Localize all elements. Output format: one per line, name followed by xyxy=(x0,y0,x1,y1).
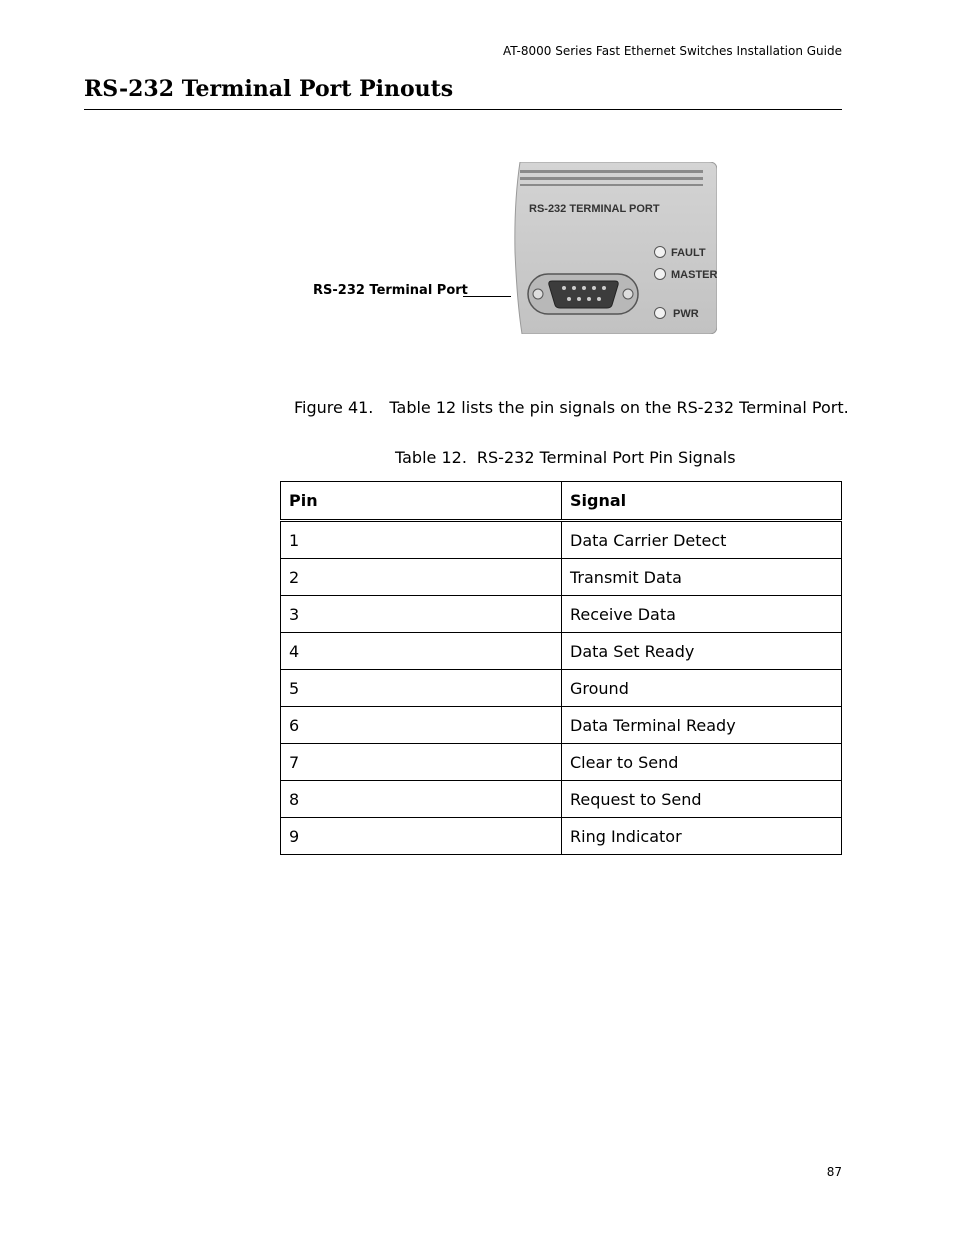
led-label-master: MASTER xyxy=(671,269,717,281)
pin-cell: 5 xyxy=(281,670,562,707)
table-caption-number: Table 12. xyxy=(395,448,467,467)
figure-caption-number: Figure 41. xyxy=(294,398,374,417)
panel-stripe xyxy=(520,177,703,180)
pin-cell: 2 xyxy=(281,559,562,596)
figure-caption xyxy=(294,398,849,417)
pin-cell: 4 xyxy=(281,633,562,670)
section-title: RS-232 Terminal Port Pinouts xyxy=(84,76,454,102)
table-caption xyxy=(395,448,736,467)
title-rule xyxy=(84,109,842,110)
page-number: 87 xyxy=(826,1165,842,1179)
running-header: AT-8000 Series Fast Ethernet Switches Installation Guide xyxy=(503,44,842,58)
signal-cell: Request to Send xyxy=(562,781,842,818)
pin-cell: 3 xyxy=(281,596,562,633)
figure-caption-text: Table 12 lists the pin signals on the RS-232 Terminal Port. xyxy=(389,398,849,417)
db9-connector-icon xyxy=(528,274,638,314)
signal-cell: Ring Indicator xyxy=(562,818,842,855)
signal-cell: Data Set Ready xyxy=(562,633,842,670)
table-row xyxy=(281,781,842,818)
panel-stripe xyxy=(520,170,703,173)
table-row xyxy=(281,744,842,781)
table-row xyxy=(281,521,842,559)
header-signal: Signal xyxy=(562,482,842,521)
panel-port-label: RS-232 TERMINAL PORT xyxy=(529,203,660,215)
pwr-led-icon xyxy=(655,308,666,319)
table-caption-text: RS-232 Terminal Port Pin Signals xyxy=(476,448,736,467)
pin-cell: 8 xyxy=(281,781,562,818)
table-row xyxy=(281,633,842,670)
header-pin: Pin xyxy=(281,482,562,521)
callout-label: RS-232 Terminal Port xyxy=(313,283,468,298)
table-row xyxy=(281,707,842,744)
pin-cell: 9 xyxy=(281,818,562,855)
table-row xyxy=(281,670,842,707)
pin-cell: 7 xyxy=(281,744,562,781)
master-led-icon xyxy=(655,269,666,280)
signal-cell: Transmit Data xyxy=(562,559,842,596)
signal-cell: Data Terminal Ready xyxy=(562,707,842,744)
pin-cell: 6 xyxy=(281,707,562,744)
pin-signals-table xyxy=(280,481,842,855)
table-row xyxy=(281,559,842,596)
callout-leader-line xyxy=(463,296,511,297)
table-row xyxy=(281,596,842,633)
signal-cell: Data Carrier Detect xyxy=(562,521,842,559)
fault-led-icon xyxy=(655,247,666,258)
signal-cell: Receive Data xyxy=(562,596,842,633)
panel-stripe xyxy=(520,184,703,186)
table-row xyxy=(281,818,842,855)
switch-front-panel xyxy=(514,162,717,334)
led-label-fault: FAULT xyxy=(671,247,706,259)
led-label-pwr: PWR xyxy=(673,308,699,320)
signal-cell: Clear to Send xyxy=(562,744,842,781)
table-header-row xyxy=(281,482,842,521)
pin-cell: 1 xyxy=(281,521,562,559)
signal-cell: Ground xyxy=(562,670,842,707)
